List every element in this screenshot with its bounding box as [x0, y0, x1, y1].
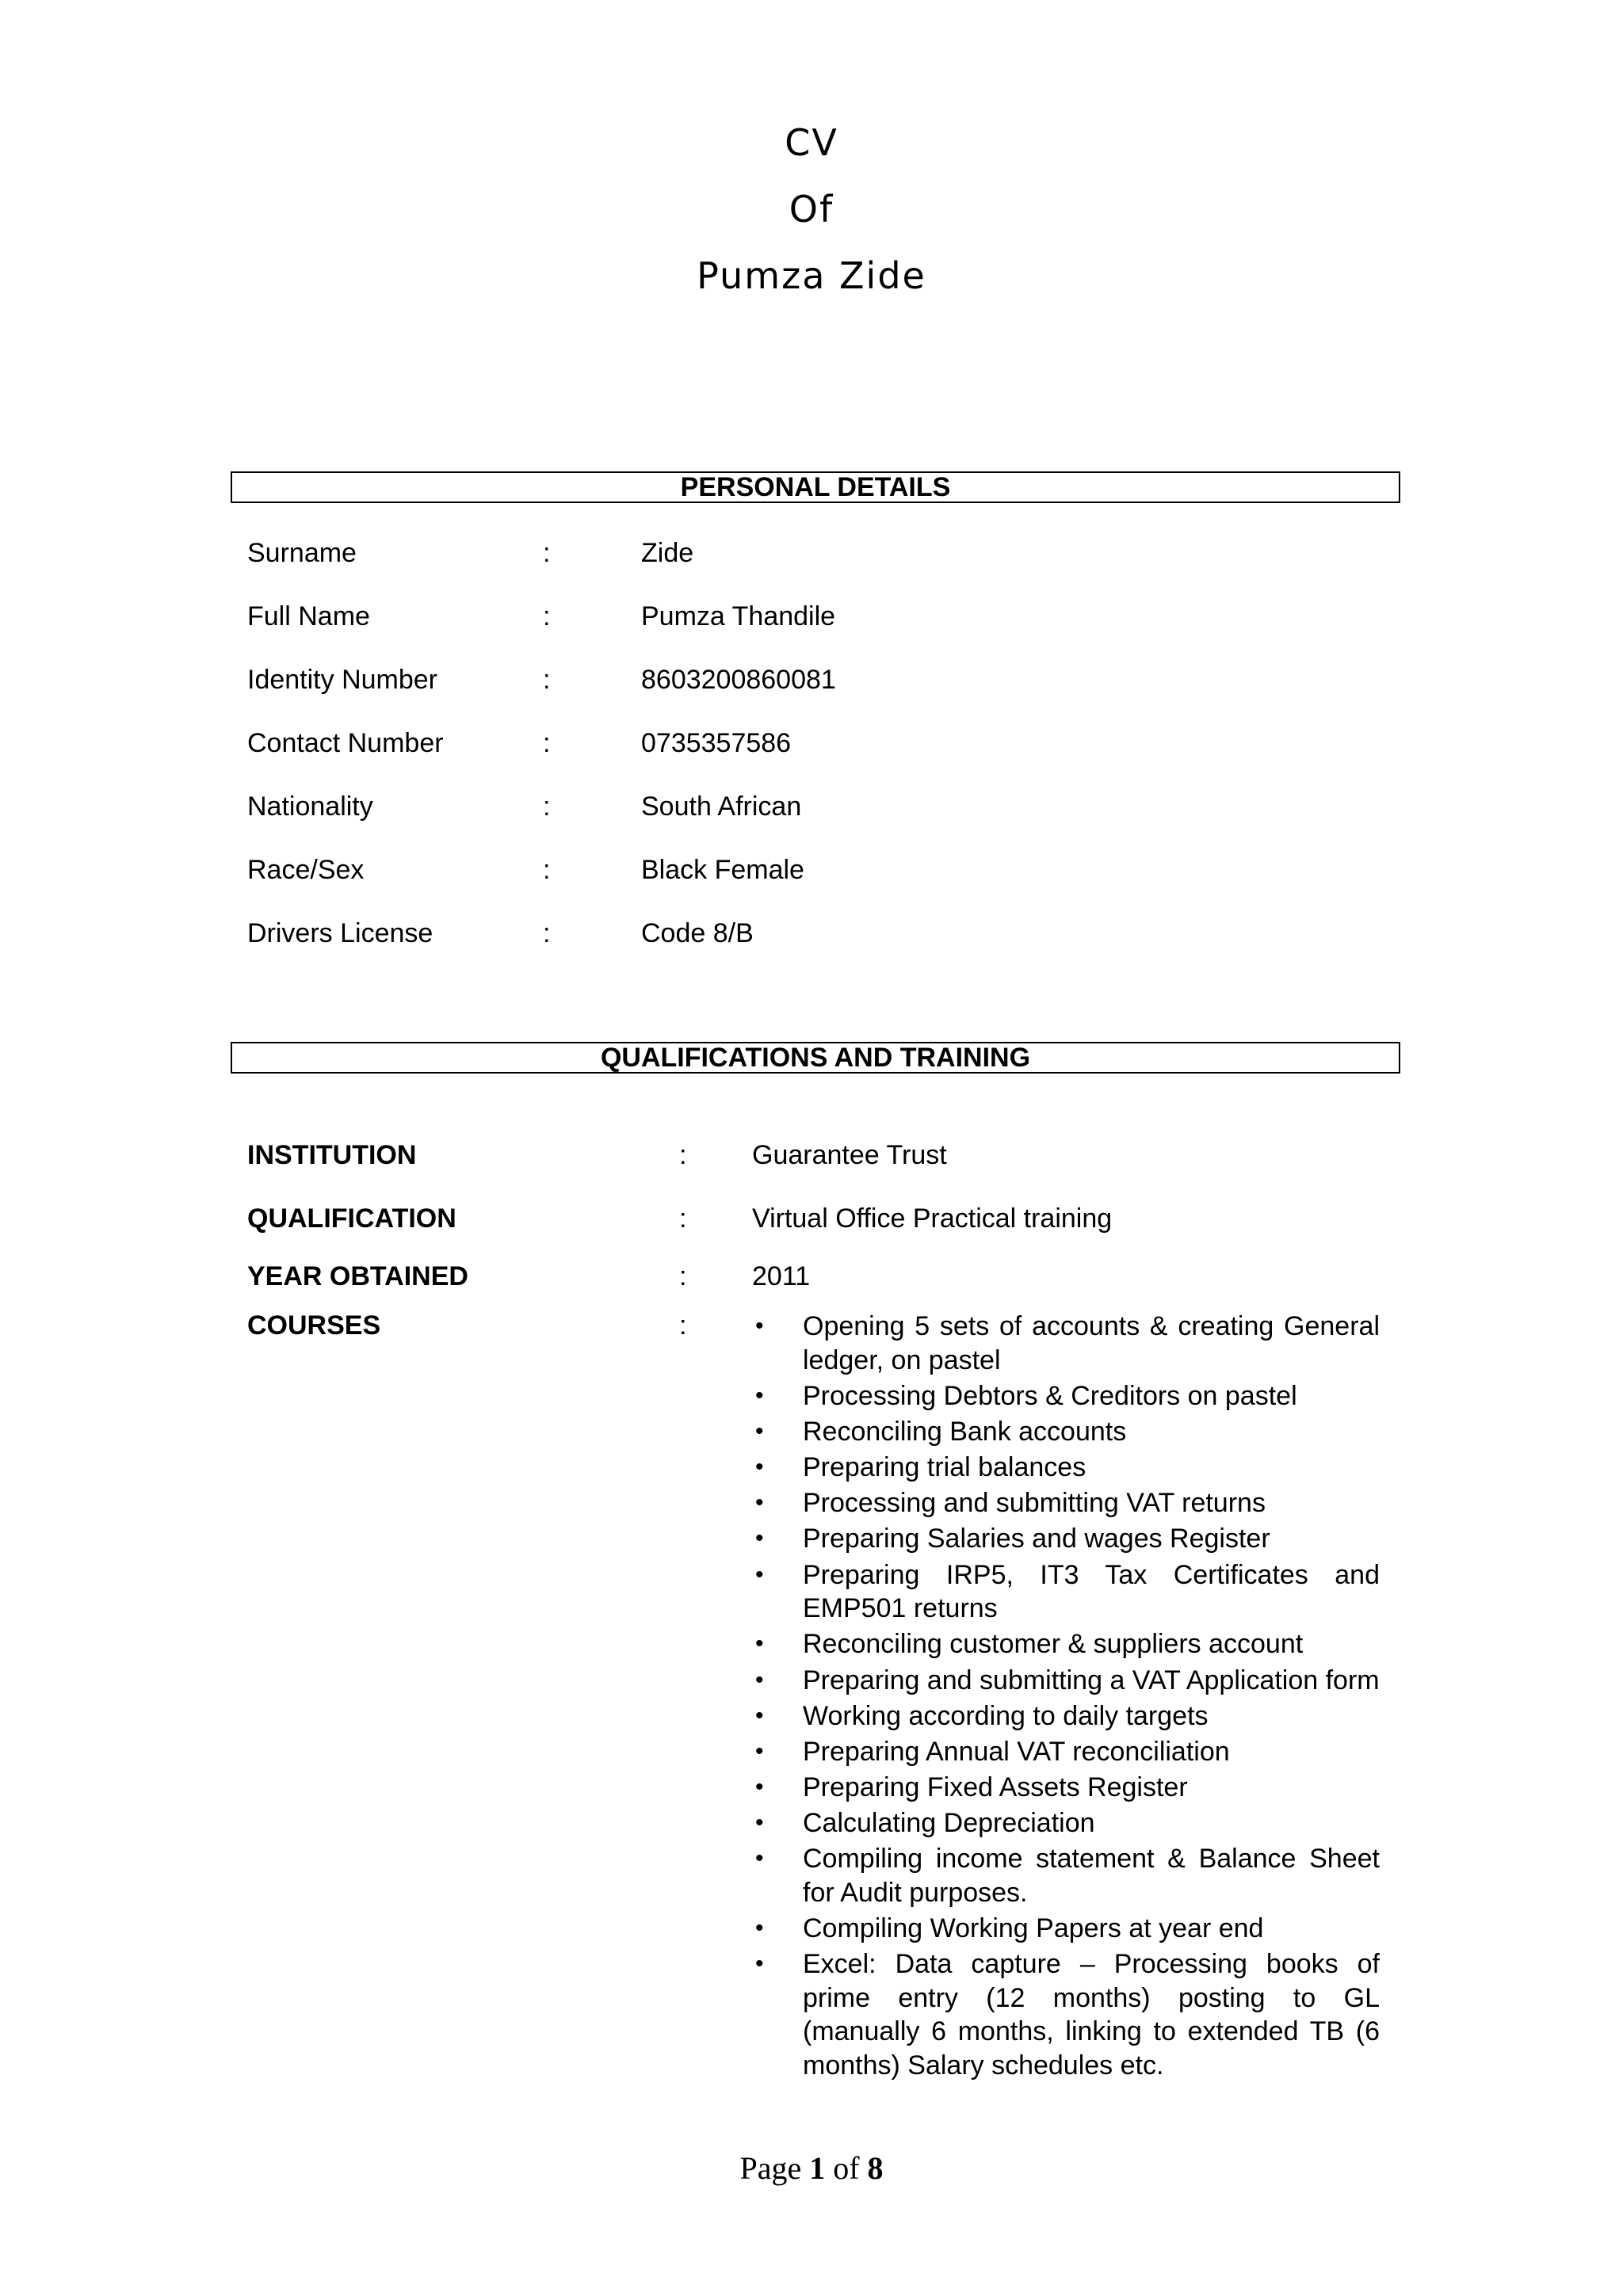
course-item: [752, 1522, 1380, 1556]
field-colon: :: [679, 1261, 687, 1291]
page-word: Page: [739, 2150, 802, 2186]
qualification-row-qualification: [247, 1201, 1388, 1236]
field-value: Virtual Office Practical training: [752, 1203, 1113, 1234]
field-colon: :: [543, 855, 551, 885]
course-text: Processing Debtors & Creditors on pastel: [803, 1380, 1297, 1411]
field-label: Surname: [247, 538, 357, 568]
personal-row-identity-number: [247, 662, 1388, 697]
course-text: Preparing Salaries and wages Register: [803, 1524, 1270, 1554]
personal-row-nationality: [247, 789, 1388, 824]
bullet-icon: •: [755, 1489, 764, 1516]
title-name: Pumza Zide: [697, 254, 926, 297]
field-colon: :: [543, 538, 551, 568]
course-item: [752, 1486, 1380, 1520]
course-item: [752, 1735, 1380, 1769]
course-item: [752, 1699, 1380, 1733]
field-value: Black Female: [641, 855, 804, 885]
course-text: Preparing Annual VAT reconciliation: [803, 1736, 1230, 1767]
bullet-icon: •: [755, 1845, 764, 1872]
bullet-icon: •: [755, 1525, 764, 1552]
course-item: [752, 1558, 1380, 1626]
personal-row-race-sex: [247, 852, 1388, 887]
page-number: [0, 2149, 1623, 2188]
personal-details-heading: PERSONAL DETAILS: [231, 471, 1400, 503]
field-value: Pumza Thandile: [641, 601, 836, 631]
bullet-icon: •: [755, 1454, 764, 1481]
field-label: Drivers License: [247, 918, 433, 948]
title-of: Of: [789, 188, 834, 231]
field-value: 0735357586: [641, 728, 792, 758]
course-item: [752, 1310, 1380, 1377]
course-text: Working according to daily targets: [803, 1700, 1209, 1731]
bullet-icon: •: [755, 1810, 764, 1836]
bullet-icon: •: [755, 1382, 764, 1409]
course-item: [752, 1947, 1380, 2082]
personal-row-drivers-license: [247, 916, 1388, 951]
course-item: [752, 1627, 1380, 1661]
personal-row-surname: [247, 536, 1388, 570]
field-colon: :: [543, 601, 551, 631]
course-item: [752, 1415, 1380, 1449]
field-value: Zide: [641, 538, 694, 568]
bullet-icon: •: [755, 1774, 764, 1801]
field-label: QUALIFICATION: [247, 1203, 456, 1234]
course-item: [752, 1912, 1380, 1946]
course-item: [752, 1379, 1380, 1413]
bullet-icon: •: [755, 1666, 764, 1693]
field-label: COURSES: [247, 1310, 381, 1341]
bullet-icon: •: [755, 1702, 764, 1729]
field-colon: :: [543, 728, 551, 758]
qualification-row-year: [247, 1259, 1388, 1294]
field-colon: :: [679, 1203, 687, 1234]
course-text: Opening 5 sets of accounts & creating General ledger, on pastel: [803, 1311, 1380, 1375]
bullet-icon: •: [755, 1951, 764, 1978]
bullet-icon: •: [755, 1561, 764, 1588]
course-item: [752, 1842, 1380, 1909]
field-value: 2011: [752, 1261, 811, 1291]
field-label: Contact Number: [247, 728, 444, 758]
qualifications-heading: QUALIFICATIONS AND TRAINING: [231, 1042, 1400, 1074]
title-cv: CV: [785, 121, 838, 164]
page-current: 1: [809, 2150, 826, 2186]
field-label: INSTITUTION: [247, 1140, 417, 1170]
personal-row-contact-number: [247, 726, 1388, 761]
bullet-icon: •: [755, 1630, 764, 1657]
course-item: [752, 1771, 1380, 1805]
course-text: Compiling Working Papers at year end: [803, 1913, 1264, 1944]
field-colon: :: [679, 1140, 687, 1170]
field-colon: :: [543, 665, 551, 695]
field-value: Code 8/B: [641, 918, 754, 948]
course-text: Preparing trial balances: [803, 1452, 1086, 1483]
course-text: Compiling income statement & Balance Sheet for Audit purposes.: [803, 1844, 1380, 1908]
field-value: South African: [641, 791, 802, 822]
bullet-icon: •: [755, 1737, 764, 1764]
bullet-icon: •: [755, 1915, 764, 1942]
course-item: [752, 1451, 1380, 1485]
field-colon: :: [679, 1310, 687, 1341]
field-label: YEAR OBTAINED: [247, 1261, 468, 1291]
course-text: Reconciling Bank accounts: [803, 1416, 1127, 1447]
page-of-word: of: [833, 2150, 860, 2186]
field-label: Nationality: [247, 791, 373, 822]
personal-row-full-name: [247, 599, 1388, 634]
course-text: Reconciling customer & suppliers account: [803, 1629, 1304, 1660]
field-label: Identity Number: [247, 665, 437, 695]
field-value: Guarantee Trust: [752, 1140, 947, 1170]
course-text: Preparing IRP5, IT3 Tax Certificates and EMP501 returns: [803, 1559, 1380, 1624]
field-value: 8603200860081: [641, 665, 836, 695]
course-text: Excel: Data capture – Processing books of prime entry (12 months) posting to GL (manually 6 months, linking to extended TB (6 months) Salary schedules etc.: [803, 1949, 1380, 2081]
course-text: Preparing and submitting a VAT Application form: [803, 1665, 1380, 1695]
bullet-icon: •: [755, 1313, 764, 1339]
field-label: Full Name: [247, 601, 370, 631]
course-text: Calculating Depreciation: [803, 1808, 1095, 1839]
course-text: Preparing Fixed Assets Register: [803, 1772, 1188, 1803]
field-label: Race/Sex: [247, 855, 365, 885]
course-item: [752, 1806, 1380, 1840]
page-total: 8: [867, 2150, 884, 2186]
bullet-icon: •: [755, 1417, 764, 1444]
field-colon: :: [543, 791, 551, 822]
courses-list: [752, 1310, 1380, 2084]
qualification-row-institution: [247, 1138, 1388, 1173]
course-item: [752, 1664, 1380, 1698]
course-text: Processing and submitting VAT returns: [803, 1488, 1266, 1519]
field-colon: :: [543, 918, 551, 948]
